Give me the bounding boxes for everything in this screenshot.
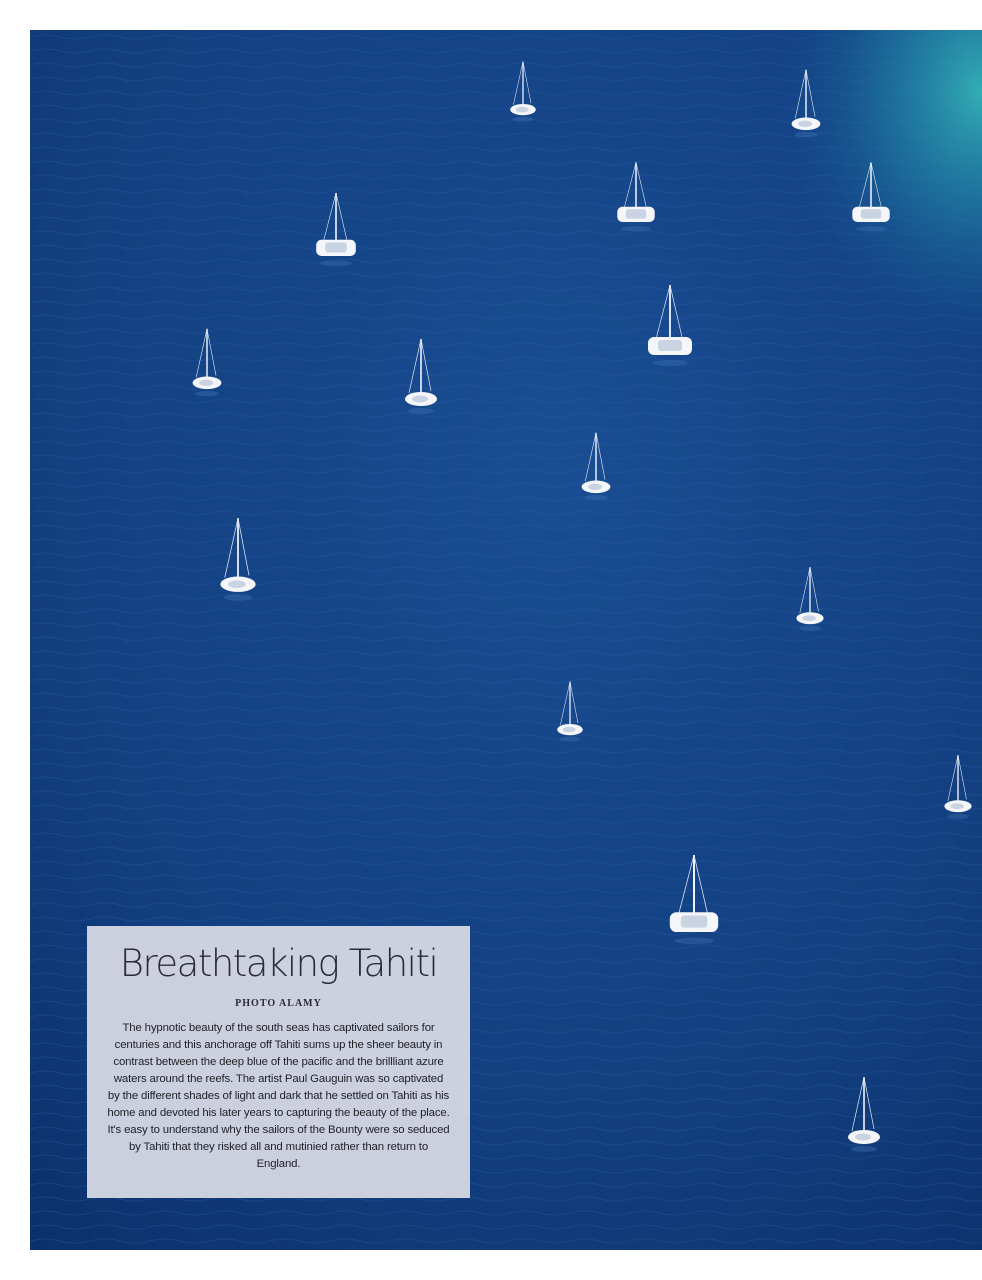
caption-title: Breathtaking Tahiti [119, 942, 438, 985]
caption-box [87, 926, 470, 1198]
photo-credit: PHOTO ALAMY [235, 998, 322, 1009]
caption-body: The hypnotic beauty of the south seas has captivated sailors for centuries and this anchorage off Tahiti sums up the sheer beauty in contrast between the deep blue of the pacific and the brillliant azure waters around the reefs. The artist Paul Gauguin was so captivated by the different shades of light and dark that he settled on Tahiti as his home and devoted his later years to capturing the beauty of the place. It's easy to understand why the sailors of the Bounty were so seduced by Tahiti that they risked all and mutinied rather than return to England. [107, 1022, 450, 1170]
